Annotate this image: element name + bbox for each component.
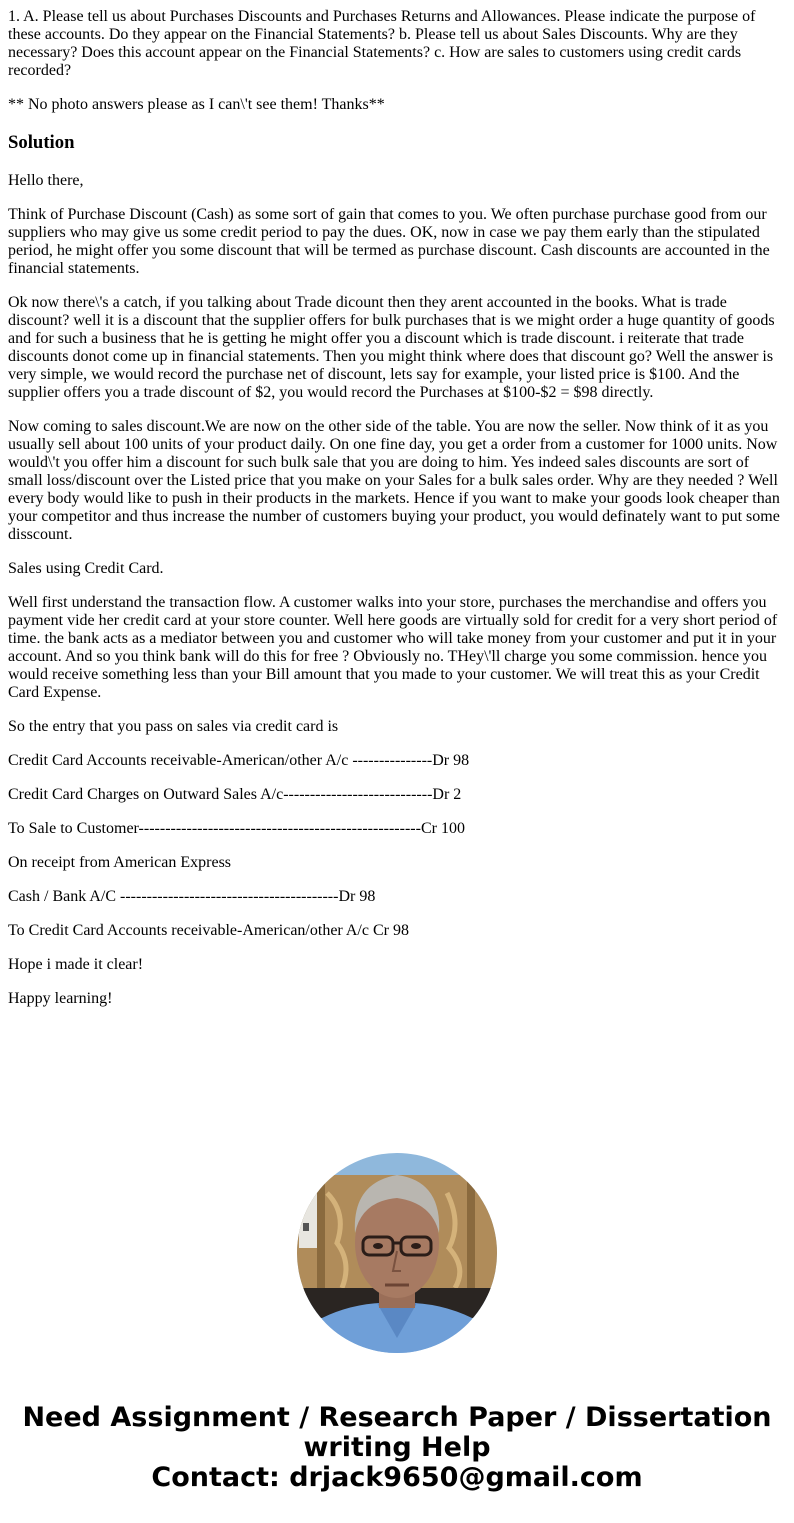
promo-line-writing-help: writing Help [303, 1432, 491, 1463]
solution-paragraph-credit-card-flow: Well first understand the transaction flow. A customer walks into your store, purchases the merchandise and offers you payment vide her credit card at your store counter. Well here goods are virtually sold for credit for a very short period of time. the bank acts as a mediator between you and customer who will take money from your customer and put it in your account. And so you think bank will do this for free ? Obviously no. THey\'ll charge you some commission. hence you would receive something less than your Bill amount that you made to your customer. We will treat this as your Credit Card Expense. [8, 594, 778, 701]
journal-line-cash-bank: Cash / Bank A/C -----------------------------------------Dr 98 [8, 888, 376, 905]
closing-line-hope: Hope i made it clear! [8, 956, 144, 973]
question-text: 1. A. Please tell us about Purchases Discounts and Purchases Returns and Allowances. Please indicate the purpose of these accounts. Do they appear on the Financial Statements? b. Please tell us about Sales Discounts. Why are they necessary? Does this account appear on the Financial Statements? c. How are sales to customers using credit cards recorded? [8, 8, 756, 79]
solution-heading: Solution [8, 132, 75, 153]
solution-paragraph-greeting: Hello there, [8, 172, 84, 189]
solution-paragraph-entry-intro: So the entry that you pass on sales via credit card is [8, 718, 339, 735]
promo-line-assignment: Need Assignment / Research Paper / Dissertation [22, 1402, 772, 1433]
receipt-heading: On receipt from American Express [8, 854, 232, 871]
journal-line-sale: To Sale to Customer-----------------------------------------------------Cr 100 [8, 820, 465, 837]
solution-paragraph-trade-discount: Ok now there\'s a catch, if you talking about Trade dicount then they arent accounted in the books. What is trade discount? well it is a discount that the supplier offers for bulk purchases that is we might order a huge quantity of goods and for such a business that he is getting he might offer you a discount which is trade discount. i reiterate that trade discounts donot come up in financial statements. Then you might think where does that discount go? Well the answer is very simple, we would record the purchase net of discount, lets say for example, your listed price is $100. And the supplier offers you a trade discount of $2, you would record the Purchases at $100-$2 = $98 directly. [8, 294, 775, 401]
promo-contact-email: Contact: drjack9650@gmail.com [151, 1462, 643, 1493]
journal-line-cc-receivable: Credit Card Accounts receivable-American/other A/c ---------------Dr 98 [8, 752, 470, 769]
solution-paragraph-sales-discount: Now coming to sales discount.We are now on the other side of the table. You are now the seller. Now think of it as you usually sell about 100 units of your product daily. On one fine day, you get a order from a customer for 1000 units. Now would\'t you offer him a discount for such bulk sale that you are doing to him. Yes indeed sales discounts are sort of small loss/discount over the Listed price that you make on your Sales for a bulk sales order. Why are they needed ? Well every body would like to push in their products in the markets. Hence if you want to make your goods look cheaper than your competitor and thus increase the number of customers buying your product, you would definately want to put some disscount. [8, 418, 780, 543]
promo-banner [0, 1403, 794, 1493]
solution-paragraph-credit-card-heading: Sales using Credit Card. [8, 560, 164, 577]
avatar [297, 1153, 497, 1353]
journal-line-cc-receivable-credit: To Credit Card Accounts receivable-American/other A/c Cr 98 [8, 922, 409, 939]
journal-line-cc-charges: Credit Card Charges on Outward Sales A/c----------------------------Dr 2 [8, 786, 462, 803]
closing-line-happy-learning: Happy learning! [8, 990, 113, 1007]
person-photo-icon [297, 1153, 497, 1353]
question-note: ** No photo answers please as I can\'t see them! Thanks** [8, 96, 385, 113]
solution-paragraph-purchase-discount: Think of Purchase Discount (Cash) as some sort of gain that comes to you. We often purchase purchase good from our suppliers who may give us some credit period to pay the dues. OK, now in case we pay them early than the stipulated period, he might offer you some discount that will be termed as purchase discount. Cash discounts are accounted in the financial statements. [8, 206, 770, 277]
